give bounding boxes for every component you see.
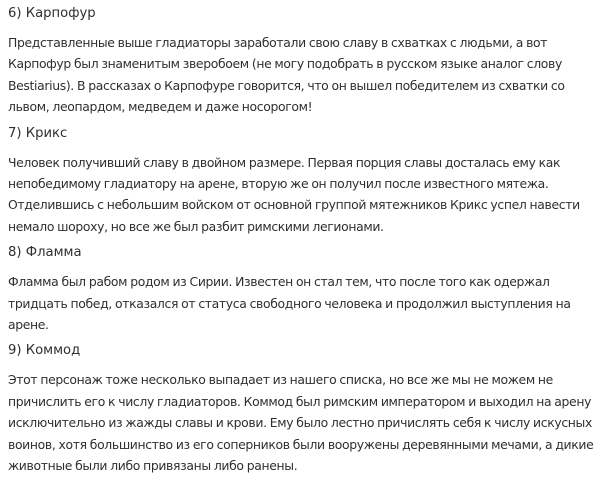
paragraph-line: животные были либо привязаны либо ранены. [8,458,298,474]
paragraph-line: тридцать побед, отказался от статуса свободного человека и продолжил выступления на [8,295,571,311]
section-paragraph [8,271,596,335]
paragraph-line: Bestiarius). В рассказах о Карпофуре говорится, что он вышел победителем из схватки со [8,77,565,93]
paragraph-line: Карпофур был знаменитым зверобоем (не могу подобрать в русском языке аналог слову [8,56,562,72]
section-kommod [8,341,596,476]
paragraph-line: непобедимому гладиатору на арене, вторую же он получил после известного мятежа. [8,176,549,192]
paragraph-line: Этот персонаж тоже несколько выпадает из нашего списка, но все же мы не можем не [8,372,553,388]
section-paragraph [8,369,596,476]
section-heading: 6) Карпофур [8,6,96,21]
section-heading: 8) Фламма [8,245,82,261]
paragraph-line: исключительно из жажды славы и крови. Ему было лестно причислять себя к числу искусных [8,415,592,431]
section-flamma [8,243,596,341]
paragraph-line: немало шороху, но все же был разбит римскими легионами. [8,218,384,234]
section-heading: 7) Крикс [8,125,68,141]
paragraph-line: Человек получивший славу в двойном размере. Первая порция славы досталась ему как [8,154,561,170]
paragraph-line: Фламма был рабом родом из Сирии. Известен он стал тем, что после того как одержал [8,274,550,290]
article-body [8,4,596,477]
paragraph-line: арене. [8,317,49,333]
section-paragraph [8,32,596,118]
section-heading: 9) Коммод [8,343,81,359]
section-karpofur [8,4,596,124]
paragraph-line: львом, леопардом, медведем и даже носорогом! [8,99,313,115]
section-kriks [8,124,596,244]
paragraph-line: воинов, хотя большинство из его соперников были вооружены деревянными мечами, а дикие [8,436,594,452]
paragraph-line: Представленные выше гладиаторы заработали свою славу в схватках с людьми, а вот [8,35,548,50]
paragraph-line: причислить его к числу гладиаторов. Коммод был римским императором и выходил на арену [8,393,592,409]
section-paragraph [8,152,596,238]
paragraph-line: Отделившись с небольшим войском от основной группой мятежников Крикс успел навести [8,197,580,213]
